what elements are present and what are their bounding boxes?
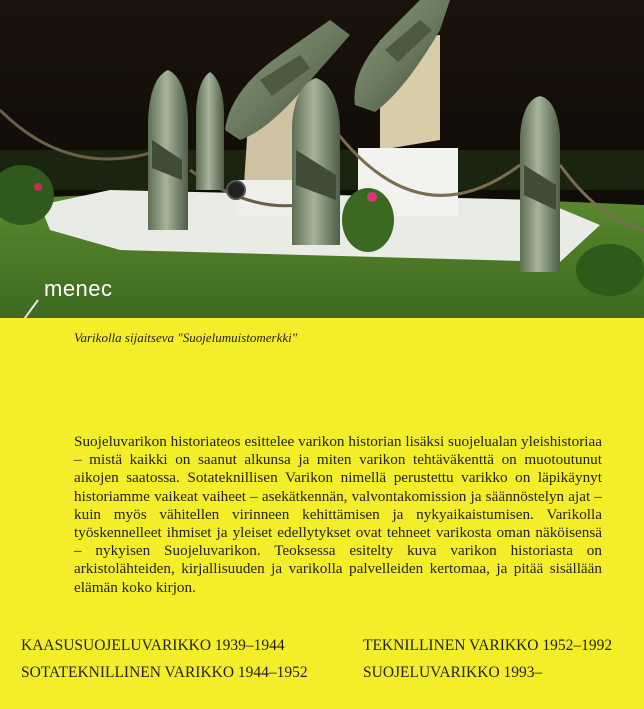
watermark-logo: menec — [44, 276, 113, 301]
monument-photo — [0, 0, 644, 318]
shell-left — [148, 70, 188, 230]
bush-right — [576, 244, 644, 296]
shell-middle — [292, 78, 340, 245]
photo-caption: Varikolla sijaitseva "Suojelumuistomerkki" — [74, 330, 298, 345]
history-item: TEKNILLINEN VARIKKO 1952–1992 — [363, 637, 613, 654]
history-item: KAASUSUOJELUVARIKKO 1939–1944 — [21, 637, 285, 654]
spotlight — [227, 181, 245, 199]
shell-small — [196, 72, 224, 190]
body-paragraph: Suojeluvarikon historiateos esittelee varikon historian lisäksi suojelualan yleishistoriaa – mistä kaikki on saanut alkunsa ja miten varikon tehtäväkenttä on muotoutunut aikojen saatossa. Sotateknillisen Varikon nimellä perustettu varikko on läpikäynyt historiamme vaikeat vaiheet – asekätkennän, valvontakomission ja säännöstelyn ajat – kuin myös vähitellen virinneen kehittämisen ja nykyaikaistumisen. Varikolla työskennelleet ihmiset ja yleiset edellytykset ovat tehneet varikosta oman näköisensä – nykyisen Suojeluvarikon. Teoksessa esitelty kuva varikon historiasta on arkistolähteiden, kirjallisuuden ja varikolla palvelleiden kertomaa, ja pitää sisällään elämän koko kirjon. — [74, 433, 602, 596]
monument-illustration — [0, 0, 644, 318]
history-item: SOTATEKNILLINEN VARIKKO 1944–1952 — [21, 664, 308, 681]
shell-right — [520, 96, 560, 272]
rose-bush-middle — [342, 188, 394, 252]
history-item: SUOJELUVARIKKO 1993– — [363, 664, 543, 681]
